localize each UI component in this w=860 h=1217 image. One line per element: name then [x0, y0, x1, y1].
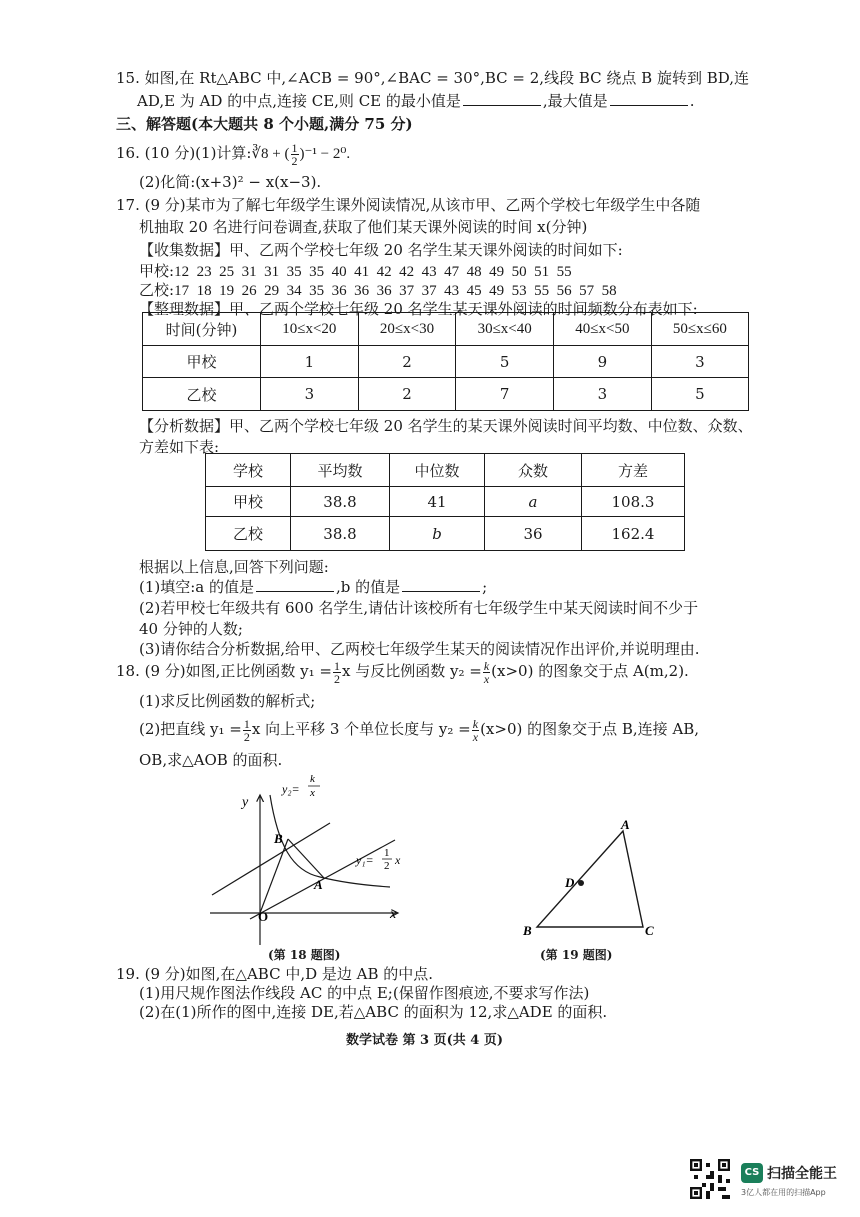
jia-values: 12 23 25 31 31 35 35 40 41 42 42 43 47 48 49 50 51 55: [174, 264, 572, 280]
q17-part3: (3)请你结合分析数据,给甲、乙两校七年级学生某天的阅读情况作出评价,并说明理由.: [139, 640, 700, 658]
q15-text-a: AD,E 为 AD 的中点,连接 CE,则 CE 的最小值是: [137, 92, 461, 110]
freq-row-yi: [143, 378, 749, 411]
q16-label: 16. (10 分)(1)计算:: [116, 144, 252, 162]
q17-analyze-line2: 方差如下表:: [139, 438, 220, 456]
q18-p2-k: k: [472, 716, 479, 731]
figure-19: [515, 815, 665, 940]
q17-line2: 机抽取 20 名进行问卷调查,获取了他们某天课外阅读的时间 x(分钟): [139, 218, 588, 236]
freq-cell: 2: [358, 346, 456, 378]
hyperbola-y2: [270, 795, 390, 887]
freq-header-cell: 40≤x<50: [554, 313, 652, 346]
q18-denominator: 2: [334, 671, 340, 686]
freq-cell: 5: [456, 346, 554, 378]
point-b-label: B: [274, 831, 283, 846]
q17-answer-intro: 根据以上信息,回答下列问题:: [139, 558, 329, 576]
freq-row-jia: [143, 346, 749, 378]
figure-19-caption: (第 19 题图): [540, 948, 613, 962]
figure-18-caption: (第 18 题图): [268, 948, 341, 962]
freq-cell: 1: [261, 346, 359, 378]
q18-p2-text-b: x 向上平移 3 个单位长度与 y₂ =: [251, 720, 471, 738]
stats-header-cell: 众数: [485, 454, 582, 487]
yi-label: 乙校:: [139, 281, 175, 299]
freq-cell: 2: [358, 378, 456, 411]
q17-jia-data: [139, 261, 572, 282]
q18-p2-denominator: 2: [243, 729, 250, 744]
q17-p1-text-b: ,b 的值是: [336, 578, 401, 596]
y1-x: x: [395, 853, 401, 867]
freq-row-label: 甲校: [143, 346, 261, 378]
scanner-subtitle: 3亿人都在用的扫描App: [741, 1188, 826, 1197]
q18-p2-text-c: (x>0) 的图象交于点 B,连接 AB,: [480, 720, 700, 738]
freq-cell: 9: [554, 346, 652, 378]
q16-line2: (2)化简:(x+3)² − x(x−3).: [139, 173, 322, 191]
q19-part2: (2)在(1)所作的图中,连接 DE,若△ABC 的面积为 12,求△ADE 的面积.: [139, 1003, 608, 1021]
stats-row-label: 乙校: [206, 517, 291, 551]
q15-text-b: ,最大值是: [542, 92, 608, 110]
q18-part1: (1)求反比例函数的解析式;: [139, 692, 316, 710]
q15-blank-min: [463, 91, 541, 106]
freq-header-row: [143, 313, 749, 346]
y-axis-label: y: [242, 795, 249, 810]
stats-cell: 38.8: [291, 517, 390, 551]
freq-header-cell: 30≤x<40: [456, 313, 554, 346]
q15-text-c: .: [689, 92, 695, 110]
point-a-label: A: [314, 877, 323, 892]
stats-header-cell: 平均数: [291, 454, 390, 487]
q17-part2-line1: (2)若甲校七年级共有 600 名学生,请估计该校所有七年级学生中某天阅读时间不少于: [139, 599, 699, 617]
stats-cell: 38.8: [291, 487, 390, 517]
q18-p2-x: x: [472, 729, 479, 744]
section-heading: 三、解答题(本大题共 8 个小题,满分 75 分): [116, 115, 413, 133]
q18-p2-half-fraction: [243, 718, 251, 743]
q15-blank-max: [610, 91, 688, 106]
stats-cell: b: [390, 517, 485, 551]
figure-18: [200, 765, 420, 965]
q16-cuberoot: ∛8 + (: [251, 146, 290, 162]
stats-header-row: [206, 454, 685, 487]
q19-line1: 19. (9 分)如图,在△ABC 中,D 是边 AB 的中点.: [116, 965, 434, 983]
stats-header-cell: 中位数: [390, 454, 485, 487]
q18-k-fraction: [483, 660, 490, 685]
q18-half-fraction: [333, 660, 341, 685]
stats-cell: 162.4: [582, 517, 685, 551]
vertex-a-label: A: [621, 817, 630, 832]
q18-text-a: 18. (9 分)如图,正比例函数 y₁ =: [116, 662, 332, 680]
q18-p2-numerator: 1: [243, 716, 250, 731]
triangle-abc: [537, 831, 643, 927]
q17-p1-text-c: ;: [482, 578, 488, 596]
y2-label: y₂=: [282, 782, 300, 796]
freq-header-cell: 50≤x≤60: [651, 313, 748, 346]
q17-blank-a: [256, 577, 334, 592]
freq-header-cell: 时间(分钟): [143, 313, 261, 346]
q18-text-b: x 与反比例函数 y₂ =: [342, 662, 482, 680]
scanner-logo: CS: [741, 1163, 763, 1183]
segment-ob: [260, 839, 288, 913]
q18-part2-line1: [139, 715, 699, 743]
qr-code-icon: [690, 1159, 730, 1199]
point-d: [578, 880, 584, 886]
q18-text-c: (x>0) 的图象交于点 A(m,2).: [491, 662, 689, 680]
q15-line2: [137, 91, 694, 111]
y1-denominator: 2: [384, 860, 390, 872]
point-d-label: D: [565, 875, 575, 890]
q18-k: k: [483, 658, 490, 673]
vertex-b-label: B: [523, 923, 532, 938]
stats-header-cell: 方差: [582, 454, 685, 487]
stats-header-cell: 学校: [206, 454, 291, 487]
stats-row-label: 甲校: [206, 487, 291, 517]
q18-numerator: 1: [334, 658, 340, 673]
q15-line1: 15. 如图,在 Rt△ABC 中,∠ACB = 90°,∠BAC = 30°,BC = 2,线段 BC 绕点 B 旋转到 BD,连: [116, 69, 750, 87]
q16-half-numerator: 1: [291, 140, 298, 155]
y1-label: y₁=: [356, 853, 374, 867]
scanner-title: 扫描全能王: [767, 1166, 837, 1182]
frequency-table: [142, 312, 749, 411]
stats-cell: 36: [485, 517, 582, 551]
q17-p1-text-a: (1)填空:a 的值是: [139, 578, 255, 596]
q17-analyze-line1: 【分析数据】甲、乙两个学校七年级 20 名学生的某天课外阅读时间平均数、中位数、众数、: [139, 417, 753, 435]
q18-x: x: [483, 671, 490, 686]
freq-header-cell: 10≤x<20: [261, 313, 359, 346]
freq-cell: 3: [261, 378, 359, 411]
stats-row-yi: [206, 517, 685, 551]
q17-line1: 17. (9 分)某市为了解七年级学生课外阅读情况,从该市甲、乙两个学校七年级学生中各随: [116, 196, 701, 214]
y2-x: x: [310, 787, 315, 799]
freq-row-label: 乙校: [143, 378, 261, 411]
origin-label: O: [258, 909, 269, 924]
statistics-table: [205, 453, 685, 551]
yi-values: 17 18 19 26 29 34 35 36 36 36 37 37 43 45 49 53 55 56 57 58: [174, 283, 617, 299]
freq-header-cell: 20≤x<30: [358, 313, 456, 346]
freq-cell: 3: [554, 378, 652, 411]
stats-cell: 108.3: [582, 487, 685, 517]
q18-p2-k-fraction: [472, 718, 479, 743]
freq-cell: 3: [651, 346, 748, 378]
q16-line1: [116, 140, 350, 167]
jia-label: 甲校:: [139, 262, 175, 280]
freq-cell: 5: [651, 378, 748, 411]
freq-cell: 7: [456, 378, 554, 411]
q17-organize-title: 【整理数据】甲、乙两个学校七年级 20 名学生某天课外阅读的时间频数分布表如下:: [139, 300, 698, 318]
stats-cell: 41: [390, 487, 485, 517]
q19-part1: (1)用尺规作图法作线段 AC 的中点 E;(保留作图痕迹,不要求写作法): [139, 984, 590, 1002]
q16-rest: )⁻¹ − 2⁰.: [299, 146, 351, 162]
x-axis-label: x: [390, 907, 397, 922]
stats-cell: a: [485, 487, 582, 517]
q17-yi-data: [139, 280, 617, 301]
page-footer: 数学试卷 第 3 页(共 4 页): [346, 1033, 504, 1048]
stats-row-jia: [206, 487, 685, 517]
q17-part1: [139, 577, 487, 597]
q16-half-fraction: [291, 142, 299, 167]
y2-k: k: [310, 773, 315, 785]
q16-half-denominator: 2: [291, 153, 298, 168]
q18-p2-text-a: (2)把直线 y₁ =: [139, 720, 242, 738]
y1-numerator: 1: [384, 847, 390, 859]
q18-line1: [116, 657, 689, 685]
q18-part2-line2: OB,求△AOB 的面积.: [139, 751, 283, 769]
vertex-c-label: C: [645, 923, 654, 938]
q17-part2-line2: 40 分钟的人数;: [139, 620, 243, 638]
q17-blank-b: [402, 577, 480, 592]
q17-collect-title: 【收集数据】甲、乙两个学校七年级 20 名学生某天课外阅读的时间如下:: [139, 241, 623, 259]
